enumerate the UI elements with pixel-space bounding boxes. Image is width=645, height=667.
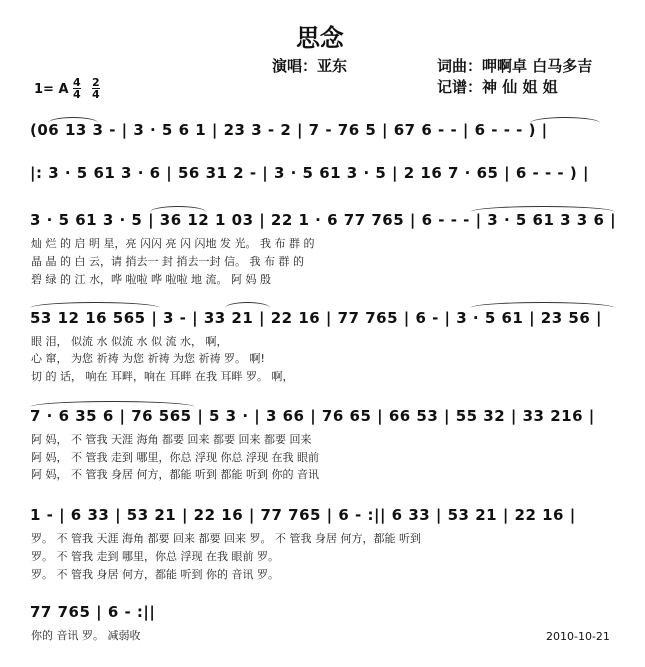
song-title: 思念 [296, 24, 344, 52]
time-signature-4-4 [72, 77, 82, 100]
lyric-line-6-verse-2: 罗。 不 管我 走到 哪里，你总 浮现 在我 眼前 罗。 [31, 550, 279, 563]
slur [30, 302, 160, 308]
lyricist-composer-credit: 词曲：呷啊卓 白马多吉 [437, 57, 593, 75]
singer-credit: 演唱：亚东 [272, 57, 348, 75]
lyric-line-7-verse-1: 你的 音讯 罗。 减弱收 [31, 629, 141, 642]
notation-line-2: |: 3 · 5 61 3 · 6 | 56 31 2 - | 3 · 5 61 3 · 5 | 2 16 7 · 65 | 6 - - - ) | [30, 164, 589, 182]
lyric-line-3-verse-3: 碧 绿 的 江 水，哗 啦啦 哗 啦啦 地 流。 阿 妈 殷 [31, 273, 271, 286]
lyric-line-4-verse-3: 切 的 话， 响在 耳畔，响在 耳畔 在我 耳畔 罗。 啊， [31, 370, 294, 383]
notation-line-5: 7 · 6 35 6 | 76 565 | 5 3 · | 3 66 | 76 65 | 66 53 | 55 32 | 33 216 | [30, 407, 595, 425]
lyric-line-3-verse-2: 晶 晶 的 白 云，请 捎去一 封 捎去一封 信。 我 布 群 的 [31, 255, 304, 268]
slur [30, 401, 195, 407]
time-signature-top: 2 [92, 76, 100, 89]
notation-line-6: 1 - | 6 33 | 53 21 | 22 16 | 77 765 | 6 - :|| 6 33 | 53 21 | 22 16 | [30, 506, 576, 524]
lyric-line-4-verse-2: 心 窜， 为您 祈祷 为您 祈祷 为您 祈祷 罗。 啊! [31, 352, 265, 365]
slur [530, 117, 600, 123]
lyric-line-5-verse-3: 阿 妈， 不 管我 身居 何方，都能 听到 都能 听到 你的 音讯 [31, 468, 319, 481]
lyric-line-5-verse-1: 阿 妈， 不 管我 天涯 海角 都要 回来 都要 回来 都要 回来 [31, 433, 312, 446]
lyric-line-3-verse-1: 灿 烂 的 启 明 星，亮 闪闪 亮 闪 闪地 发 光。 我 布 群 的 [31, 237, 315, 250]
lyric-line-4-verse-1: 眼 泪， 似流 水 似流 水 似 流 水， 啊， [31, 335, 228, 348]
notation-line-3: 3 · 5 61 3 · 5 | 36 12 1 03 | 22 1 · 6 77 765 | 6 - - - | 3 · 5 61 3 3 6 | [30, 211, 617, 229]
slur [48, 117, 98, 123]
slur [225, 302, 270, 308]
slur [150, 206, 206, 212]
time-signature-bottom: 4 [73, 88, 81, 101]
time-signature-bottom: 4 [92, 88, 100, 101]
notation-line-7: 77 765 | 6 - :|| [30, 603, 156, 621]
lyric-line-6-verse-3: 罗。 不 管我 身居 何方，都能 听到 你的 音讯 罗。 [31, 568, 279, 581]
slur [470, 206, 615, 212]
notation-line-4: 53 12 16 565 | 3 - | 33 21 | 22 16 | 77 765 | 6 - | 3 · 5 61 | 23 56 | [30, 309, 602, 327]
transcription-date: 2010-10-21 [546, 630, 610, 643]
lyric-line-5-verse-2: 阿 妈， 不 管我 走到 哪里，你总 浮现 你总 浮现 在我 眼前 [31, 451, 319, 464]
slur [470, 302, 615, 308]
notation-line-1: (06 13 3 - | 3 · 5 6 1 | 23 3 - 2 | 7 - 76 5 | 67 6 - - | 6 - - - ) | [30, 121, 548, 139]
time-signature-2-4 [91, 77, 101, 100]
key-signature: 1= A [34, 82, 69, 97]
time-signature-top: 4 [73, 76, 81, 89]
transcriber-credit: 记谱：神 仙 姐 姐 [437, 78, 558, 96]
lyric-line-6-verse-1: 罗。 不 管我 天涯 海角 都要 回来 都要 回来 罗。 不 管我 身居 何方，都能 听到 [31, 532, 421, 545]
